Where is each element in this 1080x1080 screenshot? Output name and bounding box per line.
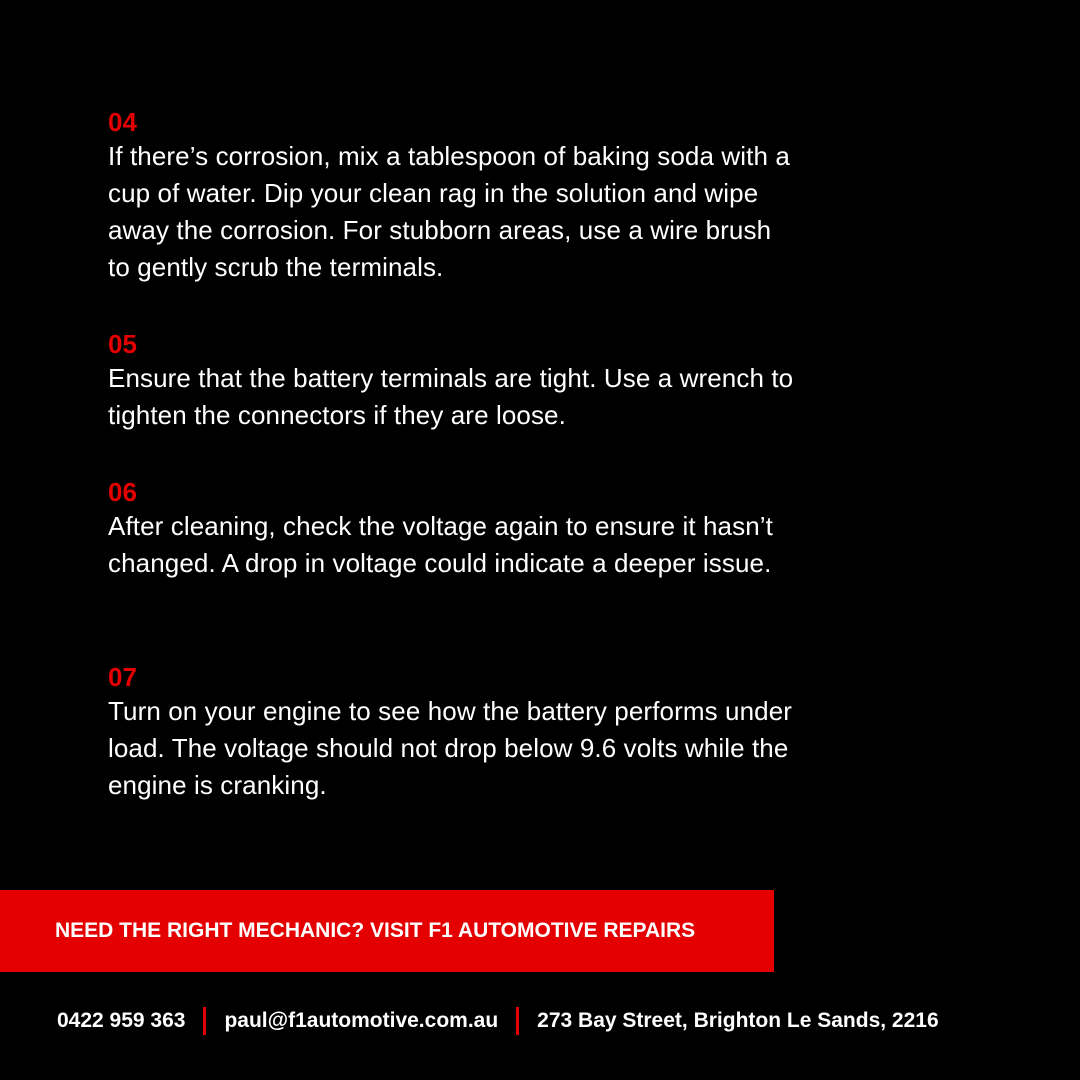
step-number: 06 bbox=[108, 477, 137, 507]
step-item bbox=[108, 476, 798, 582]
step-text: Turn on your engine to see how the battery performs under load. The voltage should not drop below 9.6 volts while the engine is cranking. bbox=[108, 696, 793, 800]
step-text: If there’s corrosion, mix a tablespoon of baking soda with a cup of water. Dip your clean rag in the solution and wipe away the corrosion. For stubborn areas, use a wire brush to gently scrub the terminals. bbox=[108, 141, 790, 282]
step-number: 07 bbox=[108, 662, 137, 692]
step-item bbox=[108, 106, 798, 286]
step-text: Ensure that the battery terminals are tight. Use a wrench to tighten the connectors if they are loose. bbox=[108, 363, 794, 430]
cta-banner[interactable] bbox=[0, 890, 774, 972]
step-number: 04 bbox=[108, 107, 137, 137]
step-item bbox=[108, 661, 798, 804]
contact-address: 273 Bay Street, Brighton Le Sands, 2216 bbox=[537, 1009, 939, 1032]
step-item bbox=[108, 328, 798, 434]
cta-label: NEED THE RIGHT MECHANIC? VISIT F1 AUTOMOTIVE REPAIRS bbox=[55, 919, 696, 942]
step-number: 05 bbox=[108, 329, 137, 359]
step-text: After cleaning, check the voltage again to ensure it hasn’t changed. A drop in voltage could indicate a deeper issue. bbox=[108, 511, 773, 578]
contact-divider bbox=[203, 1007, 206, 1035]
contact-divider bbox=[516, 1007, 519, 1035]
contact-phone[interactable]: 0422 959 363 bbox=[57, 1009, 186, 1032]
contact-email[interactable]: paul@f1automotive.com.au bbox=[224, 1009, 499, 1032]
contact-bar bbox=[57, 1003, 939, 1039]
